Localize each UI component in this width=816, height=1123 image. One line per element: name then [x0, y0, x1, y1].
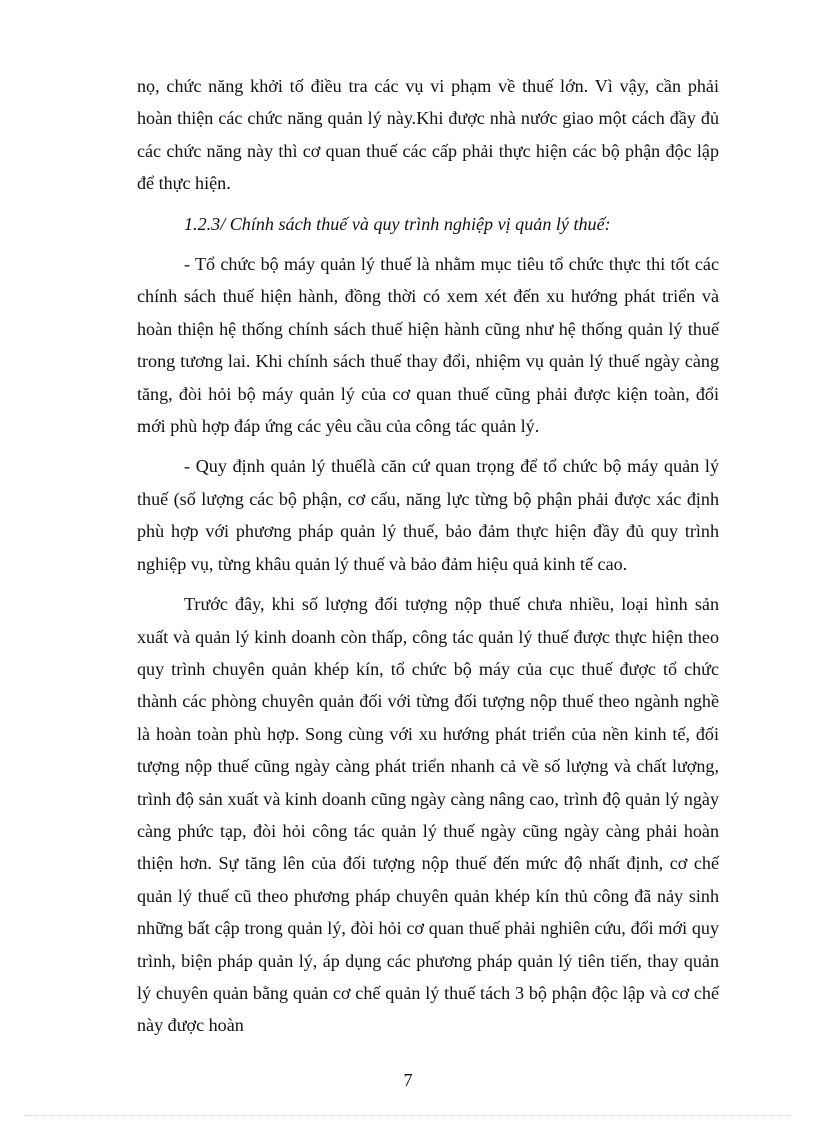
- paragraph-tax-apparatus: - Tổ chức bộ máy quản lý thuế là nhằm mục tiêu tổ chức thực thi tốt các chính sách thuế hiện hành, đồng thời có xem xét đến xu hướng phát triển và hoàn thiện hệ thống chính sách thuế hiện hành cũng như hệ thống quản lý thuế trong tương lai. Khi chính sách thuế thay đổi, nhiệm vụ quản lý thuế ngày càng tăng, đòi hỏi bộ máy quản lý của cơ quan thuế cũng phải được kiện toàn, đổi mới phù hợp đáp ứng các yêu cầu của công tác quản lý.: [137, 254, 719, 437]
- paragraph-tax-regulation: - Quy định quản lý thuếlà căn cứ quan trọng để tổ chức bộ máy quản lý thuế (số lượng các bộ phận, cơ cấu, năng lực từng bộ phận phải được xác định phù hợp với phương pháp quản lý thuế, bảo đảm thực hiện đầy đủ quy trình nghiệp vụ, từng khâu quản lý thuế và bảo đảm hiệu quả kinh tế cao.: [137, 456, 719, 574]
- page-number: 7: [403, 1070, 413, 1090]
- section-heading: 1.2.3/ Chính sách thuế và quy trình nghiệp vị quản lý thuế:: [184, 213, 611, 234]
- paragraph-history: Trước đây, khi số lượng đối tượng nộp thuế chưa nhiều, loại hình sản xuất và quản lý kinh doanh còn thấp, công tác quản lý thuế được thực hiện theo quy trình chuyên quản khép kín, tổ chức bộ máy của cục thuế được tổ chức thành các phòng chuyên quản đối với từng đối tượng nộp thuế theo ngành nghề là hoàn toàn phù hợp. Song cùng với xu hướng phát triển của nền kinh tế, đối tượng nộp thuế cũng ngày càng phát triển nhanh cả về số lượng và chất lượng, trình độ sản xuất và kinh doanh cũng ngày càng nâng cao, trình độ quản lý ngày càng phức tạp, đòi hỏi công tác quản lý thuế ngày cũng ngày càng phải hoàn thiện hơn. Sự tăng lên của đối tượng nộp thuế đến mức độ nhất định, cơ chế quản lý thuế cũ theo phương pháp chuyên quản khép kín thủ công đã nảy sinh những bất cập trong quản lý, đòi hỏi cơ quan thuế phải nghiên cứu, đổi mới quy trình, biện pháp quản lý, áp dụng các phương pháp quản lý tiên tiến, thay quản lý chuyên quản bằng quản cơ chế quản lý thuế tách 3 bộ phận độc lập và cơ chế này được hoàn: [137, 594, 719, 1036]
- body-text: [137, 70, 719, 1050]
- footer-divider: [24, 1115, 792, 1116]
- paragraph-continuation: nọ, chức năng khởi tố điều tra các vụ vi phạm về thuế lớn. Vì vậy, cần phải hoàn thiện các chức năng quản lý này.Khi được nhà nước giao một cách đầy đủ các chức năng này thì cơ quan thuế các cấp phải thực hiện các bộ phận độc lập để thực hiện.: [137, 76, 719, 194]
